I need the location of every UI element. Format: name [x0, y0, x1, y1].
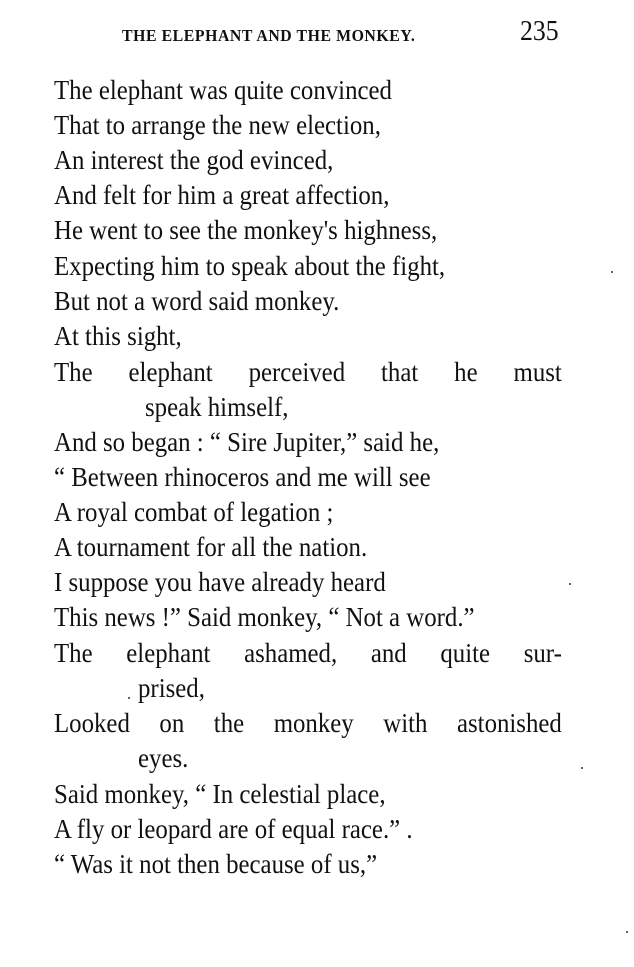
poem-line-continuation: prised,: [138, 673, 205, 703]
poem-line: That to arrange the new election,: [54, 110, 381, 140]
poem-line-continuation: speak himself,: [145, 392, 289, 422]
scan-speck: [611, 271, 613, 273]
poem-line: The elephant ashamed, and quite sur-: [54, 638, 562, 668]
poem-line: He went to see the monkey's highness,: [54, 215, 438, 245]
scan-speck: [128, 697, 130, 699]
poem-line: This news !” Said monkey, “ Not a word.”: [54, 602, 475, 632]
poem-line: And so began : “ Sire Jupiter,” said he,: [54, 427, 440, 457]
poem-line: Expecting him to speak about the fight,: [54, 251, 446, 281]
poem-line: The elephant was quite convinced: [54, 75, 392, 105]
page-number: 235: [520, 16, 559, 47]
poem-line: And felt for him a great affection,: [54, 180, 390, 210]
poem-line: A tournament for all the nation.: [54, 532, 368, 562]
running-head: THE ELEPHANT AND THE MONKEY.: [122, 26, 416, 45]
poem-line: A fly or leopard are of equal race.” .: [54, 814, 413, 844]
scan-speck: [626, 931, 628, 933]
scan-speck: [569, 583, 571, 585]
poem-line: I suppose you have already heard: [54, 567, 386, 597]
poem-line: Looked on the monkey with astonished: [54, 708, 562, 738]
poem-line: “ Was it not then because of us,”: [54, 849, 378, 879]
poem-line: “ Between rhinoceros and me will see: [54, 462, 431, 492]
poem-line: A royal combat of legation ;: [54, 497, 334, 527]
scan-speck: [581, 767, 583, 769]
poem-line-continuation: eyes.: [138, 743, 189, 773]
poem-line: At this sight,: [54, 321, 182, 351]
poem-line: An interest the god evinced,: [54, 145, 334, 175]
poem-line: But not a word said monkey.: [54, 286, 340, 316]
poem-line: The elephant perceived that he must: [54, 357, 562, 387]
poem-line: Said monkey, “ In celestial place,: [54, 779, 386, 809]
